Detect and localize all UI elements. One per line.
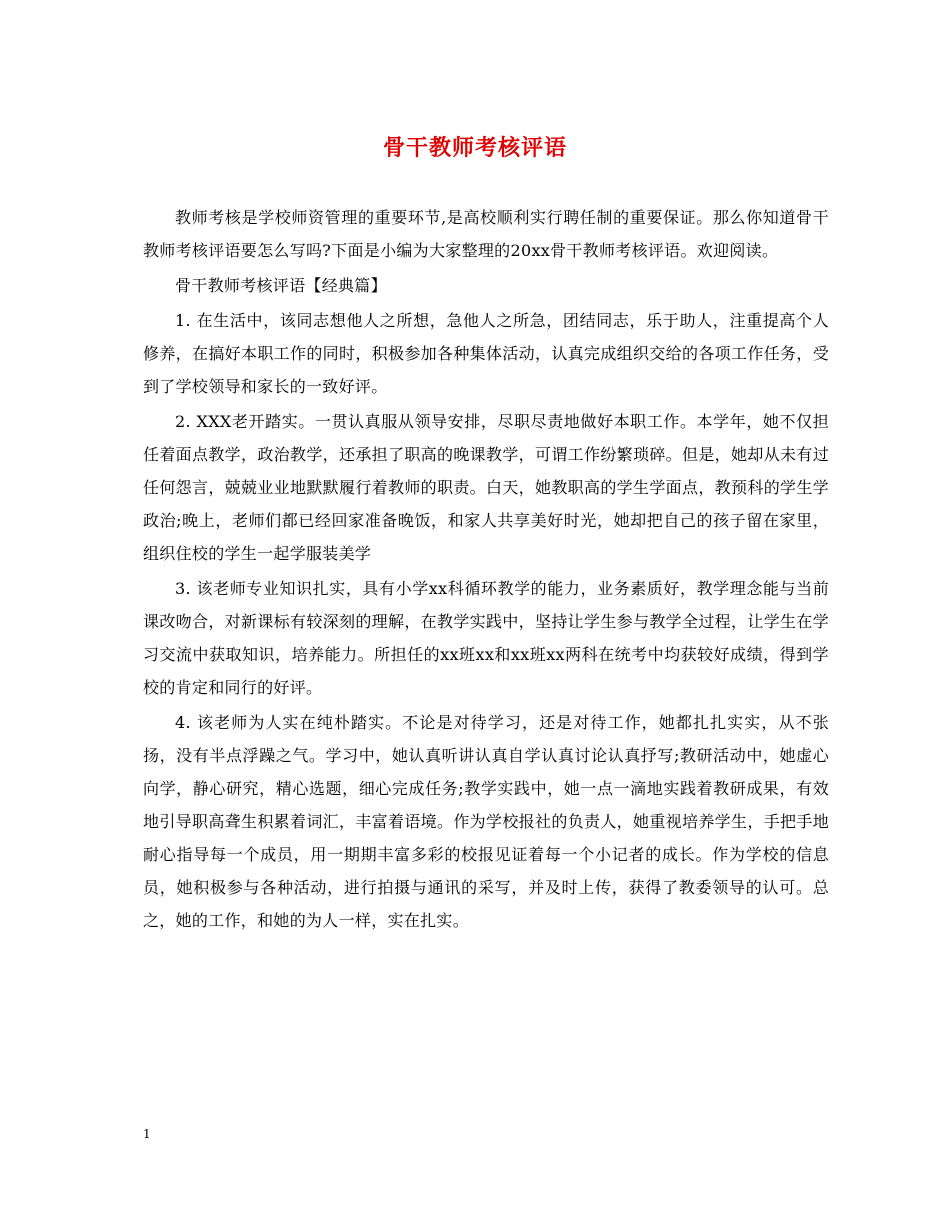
- intro-paragraph: 教师考核是学校师资管理的重要环节,是高校顺利实行聘任制的重要保证。那么你知道骨干教师考核评语要怎么写吗?下面是小编为大家整理的20xx骨干教师考核评语。欢迎阅读。: [143, 208, 829, 260]
- evaluation-item-1: 1. 在生活中，该同志想他人之所想，急他人之所急，团结同志，乐于助人，注重提高个人修养，在搞好本职工作的同时，积极参加各种集体活动，认真完成组织交给的各项工作任务，受到了学校领导和家长的一致好评。: [143, 311, 829, 396]
- evaluation-item-2: 2. XXX老开踏实。一贯认真服从领导安排，尽职尽责地做好本职工作。本学年，她不仅担任着面点教学，政治教学，还承担了职高的晚课教学，可谓工作纷繁琐碎。但是，她却从未有过任何怨言，兢兢业业地默默履行着教师的职责。白天，她教职高的学生学面点，教预科的学生学政治;晚上，老师们都已经回家准备晚饭，和家人共享美好时光，她却把自己的孩子留在家里，组织住校的学生一起学服装美学: [143, 412, 829, 563]
- page-number: 1: [143, 1127, 151, 1141]
- evaluation-item-3: 3. 该老师专业知识扎实，具有小学xx科循环教学的能力，业务素质好，教学理念能与当前课改吻合，对新课标有较深刻的理解，在教学实践中，坚持让学生参与教学全过程，让学生在学习交流中获取知识，培养能力。所担任的xx班xx和xx班xx两科在统考中均获较好成绩，得到学校的肯定和同行的好评。: [143, 579, 829, 697]
- evaluation-item-4: 4. 该老师为人实在纯朴踏实。不论是对待学习，还是对待工作，她都扎扎实实，从不张扬，没有半点浮躁之气。学习中，她认真听讲认真自学认真讨论认真抒写;教研活动中，她虚心向学，静心研究，精心选题，细心完成任务;教学实践中，她一点一滴地实践着教研成果，有效地引导职高聋生积累着词汇，丰富着语境。作为学校报社的负责人，她重视培养学生，手把手地耐心指导每一个成员，用一期期丰富多彩的校报见证着每一个小记者的成长。作为学校的信息员，她积极参与各种活动，进行拍摄与通讯的采写，并及时上传，获得了教委领导的认可。总之，她的工作，和她的为人一样，实在扎实。: [143, 713, 829, 930]
- document-title: 骨干教师考核评语: [382, 135, 567, 161]
- section-heading: 骨干教师考核评语【经典篇】: [175, 276, 387, 295]
- document-body: [143, 201, 829, 937]
